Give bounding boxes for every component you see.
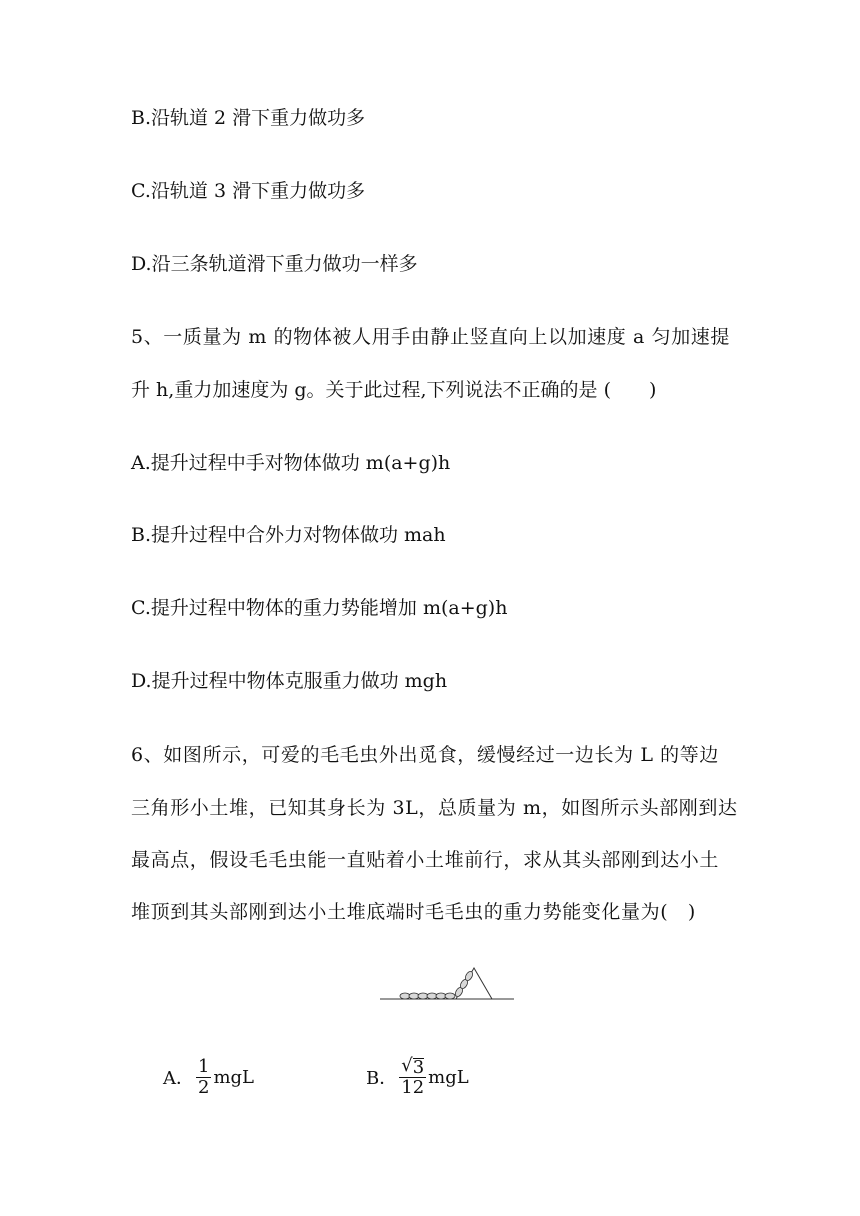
option-6b-label: B． (366, 1068, 398, 1089)
caterpillar-body (400, 970, 474, 999)
question-6-stem-line-2: 三角形小土堆，已知其身长为 3L，总质量为 m，如图所示头部刚到达 (131, 797, 738, 819)
option-5d: D.提升过程中物体克服重力做功 mgh (131, 670, 448, 692)
question-6-stem-line-1: 6、如图所示，可爱的毛毛虫外出觅食，缓慢经过一边长为 L 的等边 (131, 744, 719, 766)
sqrt-symbol: √ 3 (401, 1055, 425, 1078)
question-6-stem-line-4: 堆顶到其头部刚到达小土堆底端时毛毛虫的重力势能变化量为( ) (131, 901, 696, 923)
option-4d: D.沿三条轨道滑下重力做功一样多 (131, 253, 418, 275)
question-6-stem-line-3: 最高点，假设毛毛虫能一直贴着小土堆前行，求从其头部刚到达小土 (131, 849, 720, 871)
option-5a: A.提升过程中手对物体做功 m(a+g)h (131, 452, 451, 474)
fraction-denominator: 2 (198, 1076, 210, 1098)
fraction-numerator (399, 1056, 426, 1078)
option-6a-label: A． (163, 1068, 194, 1089)
question-5-stem-line-1: 5、一质量为 m 的物体被人用手由静止竖直向上以加速度 a 匀加速提 (131, 326, 730, 348)
option-6b-suffix: mgL (428, 1066, 469, 1088)
option-5b: B.提升过程中合外力对物体做功 mah (131, 524, 446, 546)
option-6a-suffix: mgL (213, 1066, 254, 1088)
fraction-sqrt3-over-12 (399, 1056, 426, 1098)
option-4c: C.沿轨道 3 滑下重力做功多 (131, 180, 366, 202)
option-4b: B.沿轨道 2 滑下重力做功多 (131, 107, 366, 129)
fraction-denominator: 12 (401, 1077, 425, 1098)
fraction-one-half (196, 1057, 211, 1098)
option-6b (366, 1052, 469, 1102)
option-5c: C.提升过程中物体的重力势能增加 m(a+g)h (131, 597, 508, 619)
fraction-numerator: 1 (198, 1055, 210, 1077)
question-5-stem-line-2: 升 h,重力加速度为 g。关于此过程,下列说法不正确的是 ( ) (131, 379, 657, 401)
option-6a (163, 1052, 254, 1102)
caterpillar-mound-figure (378, 962, 518, 1006)
